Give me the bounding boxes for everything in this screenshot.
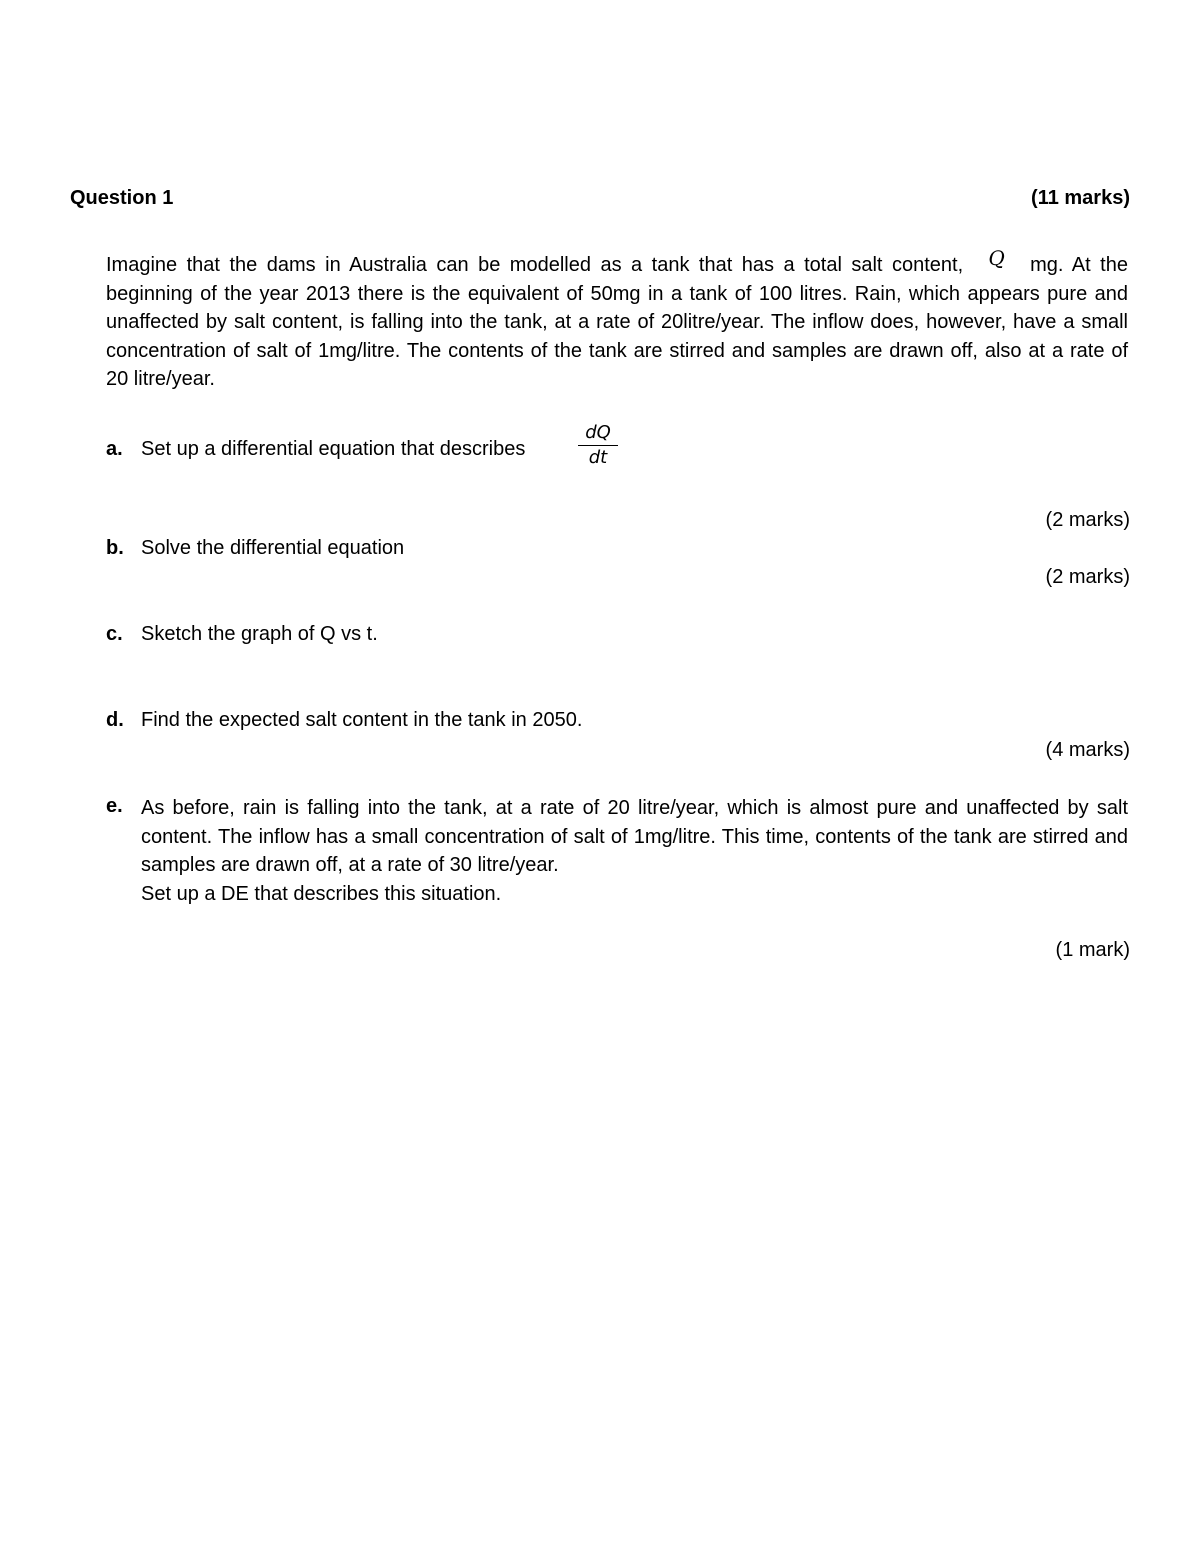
part-e-text (141, 794, 1128, 908)
question-title: Question 1 (70, 187, 174, 209)
intro-text-rest: mg. At the beginning of the year 2013 there is the equivalent of 50mg in a tank of 100 litres. Rain, which appears pure and unaffected by salt content, is falling into the tank, at a rate of 20litre/year. The inflow does, however, have a small concentration of salt of 1mg/litre. The contents of the tank are stirred and samples are drawn off, also at a rate of 20 litre/year. (106, 254, 1128, 390)
part-d-marks: (4 marks) (1045, 739, 1130, 761)
fraction-dQ-dt (578, 422, 618, 470)
part-b-text: Solve the differential equation (141, 537, 405, 559)
part-e-label: e. (106, 795, 123, 817)
part-e-marks: (1 mark) (1055, 939, 1130, 961)
part-e-instruction: Set up a DE that describes this situation. (141, 882, 502, 905)
part-d-text: Find the expected salt content in the tank in 2050. (141, 709, 583, 731)
question-intro (106, 246, 1128, 394)
part-b-marks: (2 marks) (1045, 566, 1130, 588)
part-e-paragraph: As before, rain is falling into the tank, at a rate of 20 litre/year, which is almost pure and unaffected by salt content. The inflow has a small concentration of salt of 1mg/litre. This time, contents of the tank are stirred and samples are drawn off, at a rate of 30 litre/year. (141, 797, 1128, 876)
fraction-denominator: dt (588, 447, 608, 468)
part-c-text: Sketch the graph of Q vs t. (141, 623, 378, 645)
part-a-label: a. (106, 438, 123, 460)
intro-text-start: Imagine that the dams in Australia can be modelled as a tank that has a total salt content, (106, 254, 964, 276)
part-c-label: c. (106, 623, 123, 645)
part-d-label: d. (106, 709, 124, 731)
part-a-text: Set up a differential equation that describes (141, 438, 526, 460)
part-a-marks: (2 marks) (1045, 509, 1130, 531)
fraction-numerator: dQ (578, 422, 618, 446)
variable-Q: Q (988, 246, 1005, 270)
question-total-marks: (11 marks) (1031, 187, 1130, 209)
part-b-label: b. (106, 537, 124, 559)
